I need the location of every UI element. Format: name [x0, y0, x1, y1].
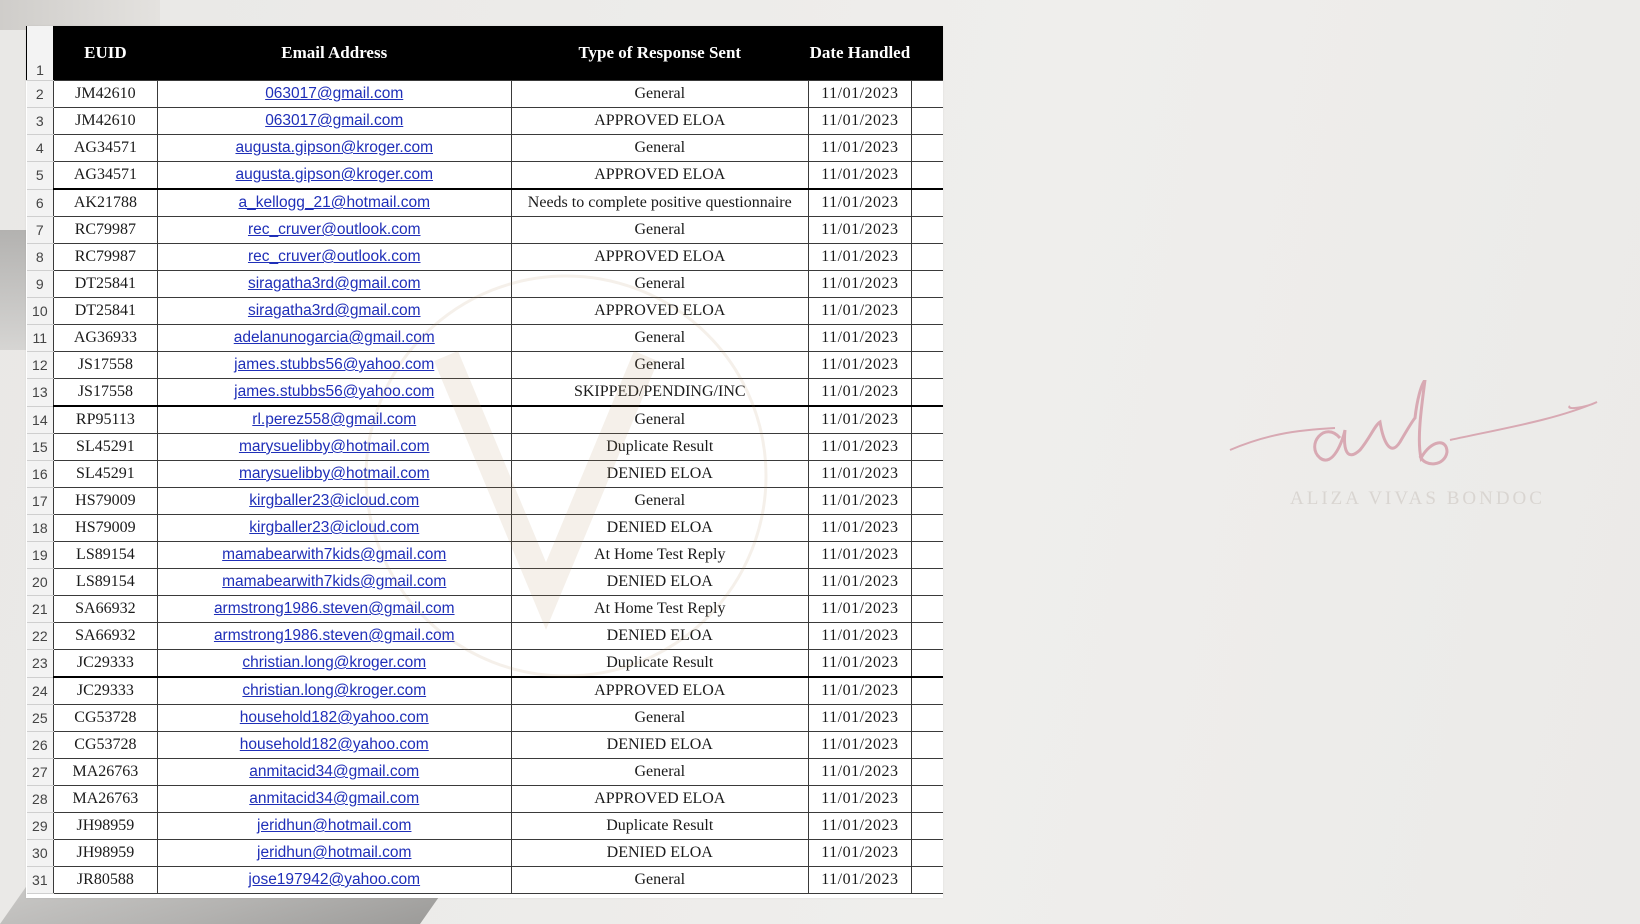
row-number: 7 — [27, 217, 54, 244]
row-number: 18 — [27, 515, 54, 542]
date-cell: 11/01/2023 — [808, 108, 911, 135]
date-cell: 11/01/2023 — [808, 298, 911, 325]
column-header-email: Email Address — [157, 26, 511, 81]
response-type-cell: APPROVED ELOA — [511, 677, 808, 705]
email-link[interactable]: christian.long@kroger.com — [157, 650, 511, 678]
date-cell: 11/01/2023 — [808, 677, 911, 705]
response-type-cell: Needs to complete positive questionnaire — [511, 189, 808, 217]
email-link[interactable]: james.stubbs56@yahoo.com — [157, 379, 511, 407]
email-link[interactable]: augusta.gipson@kroger.com — [157, 135, 511, 162]
table-row — [27, 705, 944, 732]
tail-cell — [912, 162, 943, 190]
table-row — [27, 623, 944, 650]
date-cell: 11/01/2023 — [808, 569, 911, 596]
euid-cell: LS89154 — [54, 542, 157, 569]
tail-cell — [912, 298, 943, 325]
email-link[interactable]: christian.long@kroger.com — [157, 677, 511, 705]
row-number: 16 — [27, 461, 54, 488]
tail-cell — [912, 623, 943, 650]
header-row — [27, 26, 944, 81]
email-link[interactable]: rl.perez558@gmail.com — [157, 406, 511, 434]
email-link[interactable]: mamabearwith7kids@gmail.com — [157, 542, 511, 569]
response-type-cell: DENIED ELOA — [511, 461, 808, 488]
table-row — [27, 406, 944, 434]
tail-cell — [912, 596, 943, 623]
table-row — [27, 162, 944, 190]
date-cell: 11/01/2023 — [808, 244, 911, 271]
table-row — [27, 325, 944, 352]
row-number: 12 — [27, 352, 54, 379]
date-cell: 11/01/2023 — [808, 271, 911, 298]
table-row — [27, 217, 944, 244]
date-cell: 11/01/2023 — [808, 786, 911, 813]
date-cell: 11/01/2023 — [808, 623, 911, 650]
tail-cell — [912, 379, 943, 407]
tail-cell — [912, 813, 943, 840]
response-type-cell: General — [511, 81, 808, 108]
euid-cell: JM42610 — [54, 81, 157, 108]
table-row — [27, 189, 944, 217]
tail-cell — [912, 135, 943, 162]
table-row — [27, 813, 944, 840]
email-link[interactable]: jose197942@yahoo.com — [157, 867, 511, 894]
date-cell: 11/01/2023 — [808, 217, 911, 244]
row-number: 31 — [27, 867, 54, 894]
tail-cell — [912, 650, 943, 678]
row-number: 1 — [27, 26, 54, 81]
row-number: 23 — [27, 650, 54, 678]
euid-cell: JS17558 — [54, 352, 157, 379]
email-link[interactable]: household182@yahoo.com — [157, 732, 511, 759]
tail-cell — [912, 569, 943, 596]
column-header-euid: EUID — [54, 26, 157, 81]
tail-cell — [912, 244, 943, 271]
date-cell: 11/01/2023 — [808, 542, 911, 569]
row-number: 30 — [27, 840, 54, 867]
response-type-cell: DENIED ELOA — [511, 569, 808, 596]
email-link[interactable]: mamabearwith7kids@gmail.com — [157, 569, 511, 596]
date-cell: 11/01/2023 — [808, 434, 911, 461]
spreadsheet — [26, 26, 943, 898]
euid-cell: JC29333 — [54, 677, 157, 705]
tail-cell — [912, 325, 943, 352]
table-row — [27, 786, 944, 813]
row-number: 29 — [27, 813, 54, 840]
date-cell: 11/01/2023 — [808, 650, 911, 678]
row-number: 9 — [27, 271, 54, 298]
euid-cell: MA26763 — [54, 786, 157, 813]
tail-cell — [912, 677, 943, 705]
date-cell: 11/01/2023 — [808, 840, 911, 867]
tail-cell — [912, 488, 943, 515]
row-number: 20 — [27, 569, 54, 596]
row-number: 14 — [27, 406, 54, 434]
table-row — [27, 108, 944, 135]
row-number: 2 — [27, 81, 54, 108]
table-row — [27, 569, 944, 596]
euid-cell: AG34571 — [54, 135, 157, 162]
response-type-cell: General — [511, 135, 808, 162]
euid-cell: HS79009 — [54, 515, 157, 542]
response-type-cell: General — [511, 759, 808, 786]
date-cell: 11/01/2023 — [808, 867, 911, 894]
response-type-cell: General — [511, 217, 808, 244]
euid-cell: RC79987 — [54, 217, 157, 244]
tail-cell — [912, 705, 943, 732]
euid-cell: HS79009 — [54, 488, 157, 515]
row-number: 24 — [27, 677, 54, 705]
date-cell: 11/01/2023 — [808, 325, 911, 352]
email-link[interactable]: james.stubbs56@yahoo.com — [157, 352, 511, 379]
euid-cell: SL45291 — [54, 434, 157, 461]
euid-cell: RP95113 — [54, 406, 157, 434]
response-type-cell: APPROVED ELOA — [511, 108, 808, 135]
date-cell: 11/01/2023 — [808, 732, 911, 759]
response-type-cell: Duplicate Result — [511, 813, 808, 840]
row-number: 5 — [27, 162, 54, 190]
row-number: 6 — [27, 189, 54, 217]
euid-cell: SA66932 — [54, 596, 157, 623]
response-type-cell: SKIPPED/PENDING/INC — [511, 379, 808, 407]
date-cell: 11/01/2023 — [808, 162, 911, 190]
row-number: 3 — [27, 108, 54, 135]
euid-cell: DT25841 — [54, 271, 157, 298]
tail-cell — [912, 461, 943, 488]
euid-cell: CG53728 — [54, 732, 157, 759]
table-row — [27, 650, 944, 678]
euid-cell: DT25841 — [54, 298, 157, 325]
email-link[interactable]: siragatha3rd@gmail.com — [157, 271, 511, 298]
tail-cell — [912, 867, 943, 894]
tail-cell — [912, 271, 943, 298]
email-link[interactable]: armstrong1986.steven@gmail.com — [157, 596, 511, 623]
date-cell: 11/01/2023 — [808, 813, 911, 840]
tail-cell — [912, 786, 943, 813]
table-row — [27, 677, 944, 705]
table-row — [27, 135, 944, 162]
euid-cell: AK21788 — [54, 189, 157, 217]
table-row — [27, 596, 944, 623]
response-type-cell: At Home Test Reply — [511, 596, 808, 623]
row-number: 25 — [27, 705, 54, 732]
tail-cell — [912, 515, 943, 542]
background-decor — [0, 230, 26, 350]
date-cell: 11/01/2023 — [808, 461, 911, 488]
email-link[interactable]: kirgballer23@icloud.com — [157, 515, 511, 542]
euid-cell: RC79987 — [54, 244, 157, 271]
table-row — [27, 379, 944, 407]
email-link[interactable]: jeridhun@hotmail.com — [157, 813, 511, 840]
table-row — [27, 298, 944, 325]
date-cell: 11/01/2023 — [808, 759, 911, 786]
email-link[interactable]: anmitacid34@gmail.com — [157, 786, 511, 813]
email-link[interactable]: siragatha3rd@gmail.com — [157, 298, 511, 325]
response-table — [26, 26, 943, 894]
row-number: 26 — [27, 732, 54, 759]
response-type-cell: General — [511, 325, 808, 352]
date-cell: 11/01/2023 — [808, 488, 911, 515]
table-row — [27, 759, 944, 786]
row-number: 28 — [27, 786, 54, 813]
table-row — [27, 732, 944, 759]
email-link[interactable]: marysuelibby@hotmail.com — [157, 461, 511, 488]
tail-cell — [912, 352, 943, 379]
euid-cell: CG53728 — [54, 705, 157, 732]
response-type-cell: General — [511, 705, 808, 732]
euid-cell: SL45291 — [54, 461, 157, 488]
date-cell: 11/01/2023 — [808, 379, 911, 407]
row-number: 4 — [27, 135, 54, 162]
response-type-cell: APPROVED ELOA — [511, 162, 808, 190]
row-number: 15 — [27, 434, 54, 461]
email-link[interactable]: augusta.gipson@kroger.com — [157, 162, 511, 190]
euid-cell: JM42610 — [54, 108, 157, 135]
tail-cell — [912, 759, 943, 786]
euid-cell: JH98959 — [54, 840, 157, 867]
table-row — [27, 461, 944, 488]
response-type-cell: APPROVED ELOA — [511, 298, 808, 325]
response-type-cell: DENIED ELOA — [511, 732, 808, 759]
tail-cell — [912, 542, 943, 569]
response-type-cell: General — [511, 488, 808, 515]
row-number: 10 — [27, 298, 54, 325]
date-cell: 11/01/2023 — [808, 705, 911, 732]
row-number: 17 — [27, 488, 54, 515]
row-number: 13 — [27, 379, 54, 407]
table-row — [27, 434, 944, 461]
email-link[interactable]: 063017@gmail.com — [157, 108, 511, 135]
response-type-cell: Duplicate Result — [511, 650, 808, 678]
email-link[interactable]: 063017@gmail.com — [157, 81, 511, 108]
email-link[interactable]: rec_cruver@outlook.com — [157, 244, 511, 271]
column-header-type: Type of Response Sent — [511, 26, 808, 81]
email-link[interactable]: rec_cruver@outlook.com — [157, 217, 511, 244]
date-cell: 11/01/2023 — [808, 596, 911, 623]
table-row — [27, 867, 944, 894]
euid-cell: JR80588 — [54, 867, 157, 894]
tail-cell — [912, 108, 943, 135]
table-row — [27, 81, 944, 108]
response-type-cell: At Home Test Reply — [511, 542, 808, 569]
euid-cell: LS89154 — [54, 569, 157, 596]
watermark-name: ALIZA VIVAS BONDOC — [1290, 488, 1545, 509]
email-link[interactable]: jeridhun@hotmail.com — [157, 840, 511, 867]
euid-cell: JH98959 — [54, 813, 157, 840]
tail-cell — [912, 434, 943, 461]
euid-cell: JS17558 — [54, 379, 157, 407]
euid-cell: AG36933 — [54, 325, 157, 352]
table-row — [27, 840, 944, 867]
response-type-cell: Duplicate Result — [511, 434, 808, 461]
tail-cell — [912, 840, 943, 867]
date-cell: 11/01/2023 — [808, 406, 911, 434]
date-cell: 11/01/2023 — [808, 352, 911, 379]
response-type-cell: General — [511, 352, 808, 379]
euid-cell: JC29333 — [54, 650, 157, 678]
tail-cell — [912, 732, 943, 759]
response-type-cell: APPROVED ELOA — [511, 244, 808, 271]
column-header-date: Date Handled — [808, 26, 911, 81]
row-number: 22 — [27, 623, 54, 650]
tail-cell — [912, 81, 943, 108]
response-type-cell: General — [511, 271, 808, 298]
table-row — [27, 271, 944, 298]
table-row — [27, 515, 944, 542]
euid-cell: MA26763 — [54, 759, 157, 786]
email-link[interactable]: armstrong1986.steven@gmail.com — [157, 623, 511, 650]
date-cell: 11/01/2023 — [808, 515, 911, 542]
euid-cell: AG34571 — [54, 162, 157, 190]
table-row — [27, 542, 944, 569]
email-link[interactable]: household182@yahoo.com — [157, 705, 511, 732]
response-type-cell: General — [511, 867, 808, 894]
row-number: 11 — [27, 325, 54, 352]
email-link[interactable]: kirgballer23@icloud.com — [157, 488, 511, 515]
date-cell: 11/01/2023 — [808, 189, 911, 217]
table-row — [27, 244, 944, 271]
email-link[interactable]: anmitacid34@gmail.com — [157, 759, 511, 786]
response-type-cell: DENIED ELOA — [511, 840, 808, 867]
email-link[interactable]: a_kellogg_21@hotmail.com — [157, 189, 511, 217]
table-row — [27, 352, 944, 379]
table-row — [27, 488, 944, 515]
email-link[interactable]: marysuelibby@hotmail.com — [157, 434, 511, 461]
row-number: 8 — [27, 244, 54, 271]
euid-cell: SA66932 — [54, 623, 157, 650]
response-type-cell: General — [511, 406, 808, 434]
tail-cell — [912, 406, 943, 434]
response-type-cell: DENIED ELOA — [511, 515, 808, 542]
row-number: 19 — [27, 542, 54, 569]
response-type-cell: APPROVED ELOA — [511, 786, 808, 813]
tail-cell — [912, 217, 943, 244]
row-number: 27 — [27, 759, 54, 786]
row-number: 21 — [27, 596, 54, 623]
date-cell: 11/01/2023 — [808, 135, 911, 162]
date-cell: 11/01/2023 — [808, 81, 911, 108]
response-type-cell: DENIED ELOA — [511, 623, 808, 650]
email-link[interactable]: adelanunogarcia@gmail.com — [157, 325, 511, 352]
tail-cell — [912, 189, 943, 217]
header-tail-cell — [912, 26, 943, 81]
